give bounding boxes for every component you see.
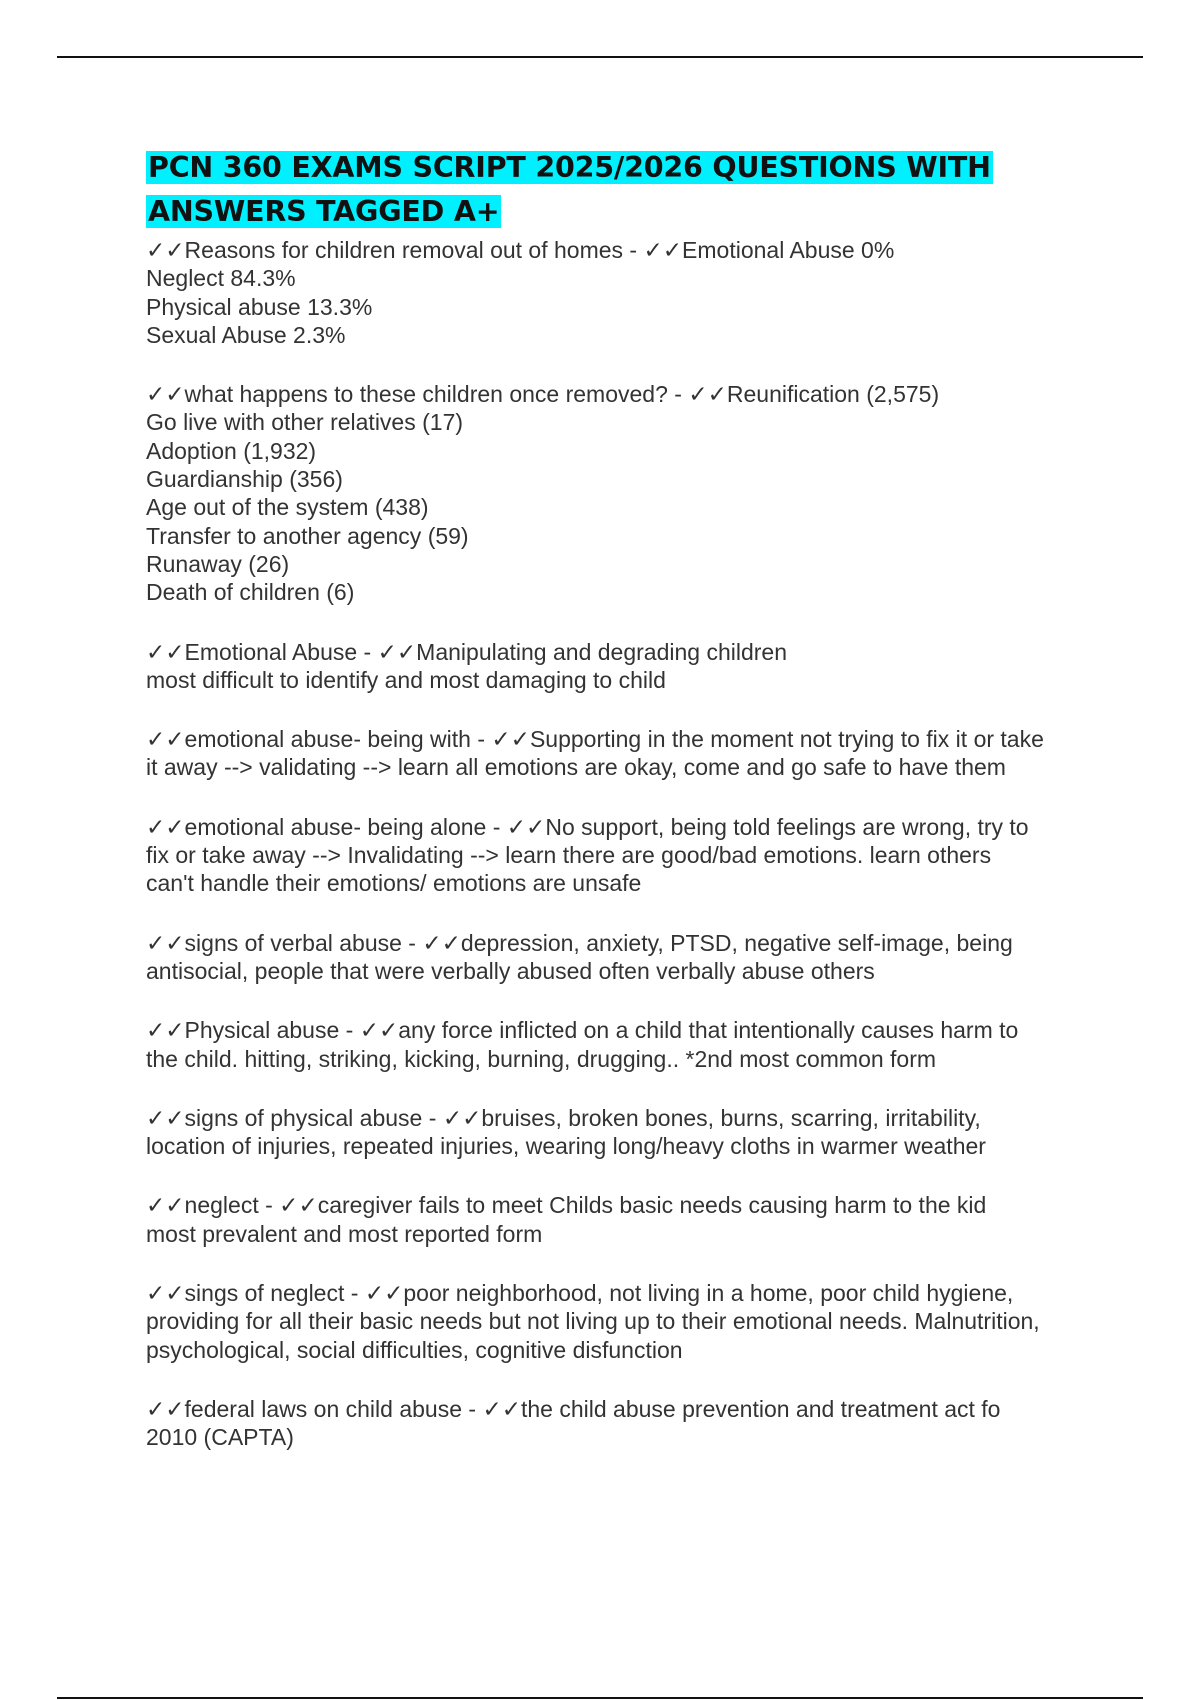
answer-check-icon: ✓✓	[643, 237, 683, 263]
question-check-icon: ✓✓	[146, 638, 185, 665]
page-title	[146, 146, 1106, 234]
question-text: signs of verbal abuse	[184, 929, 402, 956]
answer-text: No support, being told feelings are wrong, try to	[545, 813, 1029, 840]
qa-entry	[146, 1016, 1106, 1073]
question-check-icon: ✓✓	[146, 1280, 185, 1307]
separator: -	[344, 1280, 365, 1307]
answer-line: fix or take away --> Invalidating --> learn there are good/bad emotions. learn others	[146, 842, 992, 869]
answer-line: Physical abuse 13.3%	[146, 293, 373, 320]
qa-first-line	[146, 638, 1106, 666]
separator: -	[462, 1395, 483, 1422]
qa-first-line	[146, 813, 1106, 841]
question-check-icon: ✓✓	[146, 813, 185, 840]
qa-first-line	[146, 725, 1106, 753]
answer-line: 2010 (CAPTA)	[146, 1424, 294, 1451]
separator: -	[401, 929, 423, 956]
qa-entry	[146, 1191, 1106, 1248]
answer-check-icon: ✓✓	[688, 381, 727, 408]
question-check-icon: ✓✓	[146, 381, 185, 408]
answer-line: Runaway (26)	[146, 550, 290, 577]
answer-line: psychological, social difficulties, cognitive disfunction	[146, 1336, 683, 1363]
answer-text: any force inflicted on a child that intentionally causes harm to	[398, 1017, 1019, 1044]
question-text: Physical abuse	[184, 1017, 340, 1044]
qa-first-line	[146, 929, 1106, 957]
answer-check-icon: ✓✓	[364, 1280, 404, 1307]
answer-check-icon: ✓✓	[359, 1017, 399, 1044]
title-highlight: PCN 360 EXAMS SCRIPT 2025/2026 QUESTIONS WITH ANSWERS TAGGED A+	[148, 151, 991, 228]
answer-check-icon: ✓✓	[491, 726, 530, 753]
question-text: federal laws on child abuse	[184, 1395, 462, 1422]
answer-text: Emotional Abuse 0%	[682, 237, 895, 263]
answer-line: Death of children (6)	[146, 579, 355, 606]
question-text: emotional abuse- being alone	[184, 813, 487, 840]
answer-check-icon: ✓✓	[482, 1395, 521, 1422]
answer-line: it away --> validating --> learn all emotions are okay, come and go safe to have them	[146, 754, 1006, 781]
answer-text: Supporting in the moment not trying to fix it or take	[529, 726, 1044, 753]
question-text: what happens to these children once removed?	[184, 381, 668, 408]
separator: -	[486, 813, 507, 840]
answer-line: location of injuries, repeated injuries, wearing long/heavy cloths in warmer weather	[146, 1133, 986, 1160]
separator: -	[623, 237, 644, 263]
answer-line: the child. hitting, striking, kicking, burning, drugging.. *2nd most common form	[146, 1045, 937, 1072]
qa-first-line	[146, 380, 1106, 408]
qa-entry	[146, 725, 1106, 782]
qa-entry	[146, 638, 1106, 695]
qa-entry	[146, 929, 1106, 986]
qa-first-line	[146, 236, 1106, 264]
question-check-icon: ✓✓	[146, 929, 185, 956]
answer-line: antisocial, people that were verbally abused often verbally abuse others	[146, 957, 875, 984]
qa-entry	[146, 1104, 1106, 1161]
question-text: sings of neglect	[184, 1280, 345, 1307]
qa-first-line	[146, 1279, 1106, 1307]
question-check-icon: ✓✓	[146, 1192, 185, 1219]
separator: -	[422, 1104, 443, 1131]
answer-check-icon: ✓✓	[506, 813, 546, 840]
answer-text: poor neighborhood, not living in a home, poor child hygiene,	[403, 1280, 1014, 1307]
question-text: emotional abuse- being with	[184, 726, 471, 753]
answer-check-icon: ✓✓	[442, 1104, 482, 1131]
answer-line: most prevalent and most reported form	[146, 1220, 543, 1247]
separator: -	[667, 381, 689, 408]
answer-line: providing for all their basic needs but not living up to their emotional needs. Malnutrition,	[146, 1308, 1040, 1335]
document-body	[146, 146, 1106, 1483]
separator: -	[357, 638, 378, 665]
answer-check-icon: ✓✓	[377, 638, 417, 665]
top-rule	[57, 56, 1143, 58]
qa-entry	[146, 380, 1106, 606]
qa-entry	[146, 1395, 1106, 1452]
qa-entry	[146, 236, 1106, 349]
answer-text: the child abuse prevention and treatment act fo	[521, 1395, 1001, 1422]
answer-line: Transfer to another agency (59)	[146, 522, 469, 549]
answer-text: caregiver fails to meet Childs basic needs causing harm to the kid	[317, 1192, 987, 1219]
qa-entry	[146, 813, 1106, 898]
question-text: signs of physical abuse	[184, 1104, 423, 1131]
qa-first-line	[146, 1395, 1106, 1423]
qa-first-line	[146, 1191, 1106, 1219]
question-check-icon: ✓✓	[146, 237, 185, 263]
question-check-icon: ✓✓	[146, 1395, 185, 1422]
answer-line: can't handle their emotions/ emotions are unsafe	[146, 870, 642, 897]
answer-check-icon: ✓✓	[279, 1192, 318, 1219]
answer-text: depression, anxiety, PTSD, negative self-image, being	[460, 929, 1013, 956]
answer-text: Manipulating and degrading children	[416, 638, 787, 665]
answer-check-icon: ✓✓	[422, 929, 461, 956]
separator: -	[339, 1017, 360, 1044]
qa-first-line	[146, 1104, 1106, 1132]
qa-first-line	[146, 1016, 1106, 1044]
question-text: Reasons for children removal out of homes	[184, 237, 624, 263]
answer-text: bruises, broken bones, burns, scarring, irritability,	[481, 1104, 981, 1131]
answer-line: Go live with other relatives (17)	[146, 409, 464, 436]
qa-entry	[146, 1279, 1106, 1364]
bottom-rule	[57, 1697, 1143, 1699]
answer-line: most difficult to identify and most damaging to child	[146, 666, 666, 693]
answer-line: Sexual Abuse 2.3%	[146, 321, 346, 348]
qa-list	[146, 236, 1106, 1452]
answer-line: Age out of the system (438)	[146, 494, 429, 521]
answer-line: Adoption (1,932)	[146, 437, 317, 464]
question-check-icon: ✓✓	[146, 1104, 185, 1131]
separator: -	[470, 726, 492, 753]
answer-text: Reunification (2,575)	[726, 381, 940, 408]
separator: -	[258, 1192, 280, 1219]
answer-line: Neglect 84.3%	[146, 265, 296, 292]
question-check-icon: ✓✓	[146, 726, 185, 753]
question-check-icon: ✓✓	[146, 1017, 185, 1044]
question-text: neglect	[184, 1192, 259, 1219]
answer-line: Guardianship (356)	[146, 466, 343, 493]
question-text: Emotional Abuse	[184, 638, 358, 665]
